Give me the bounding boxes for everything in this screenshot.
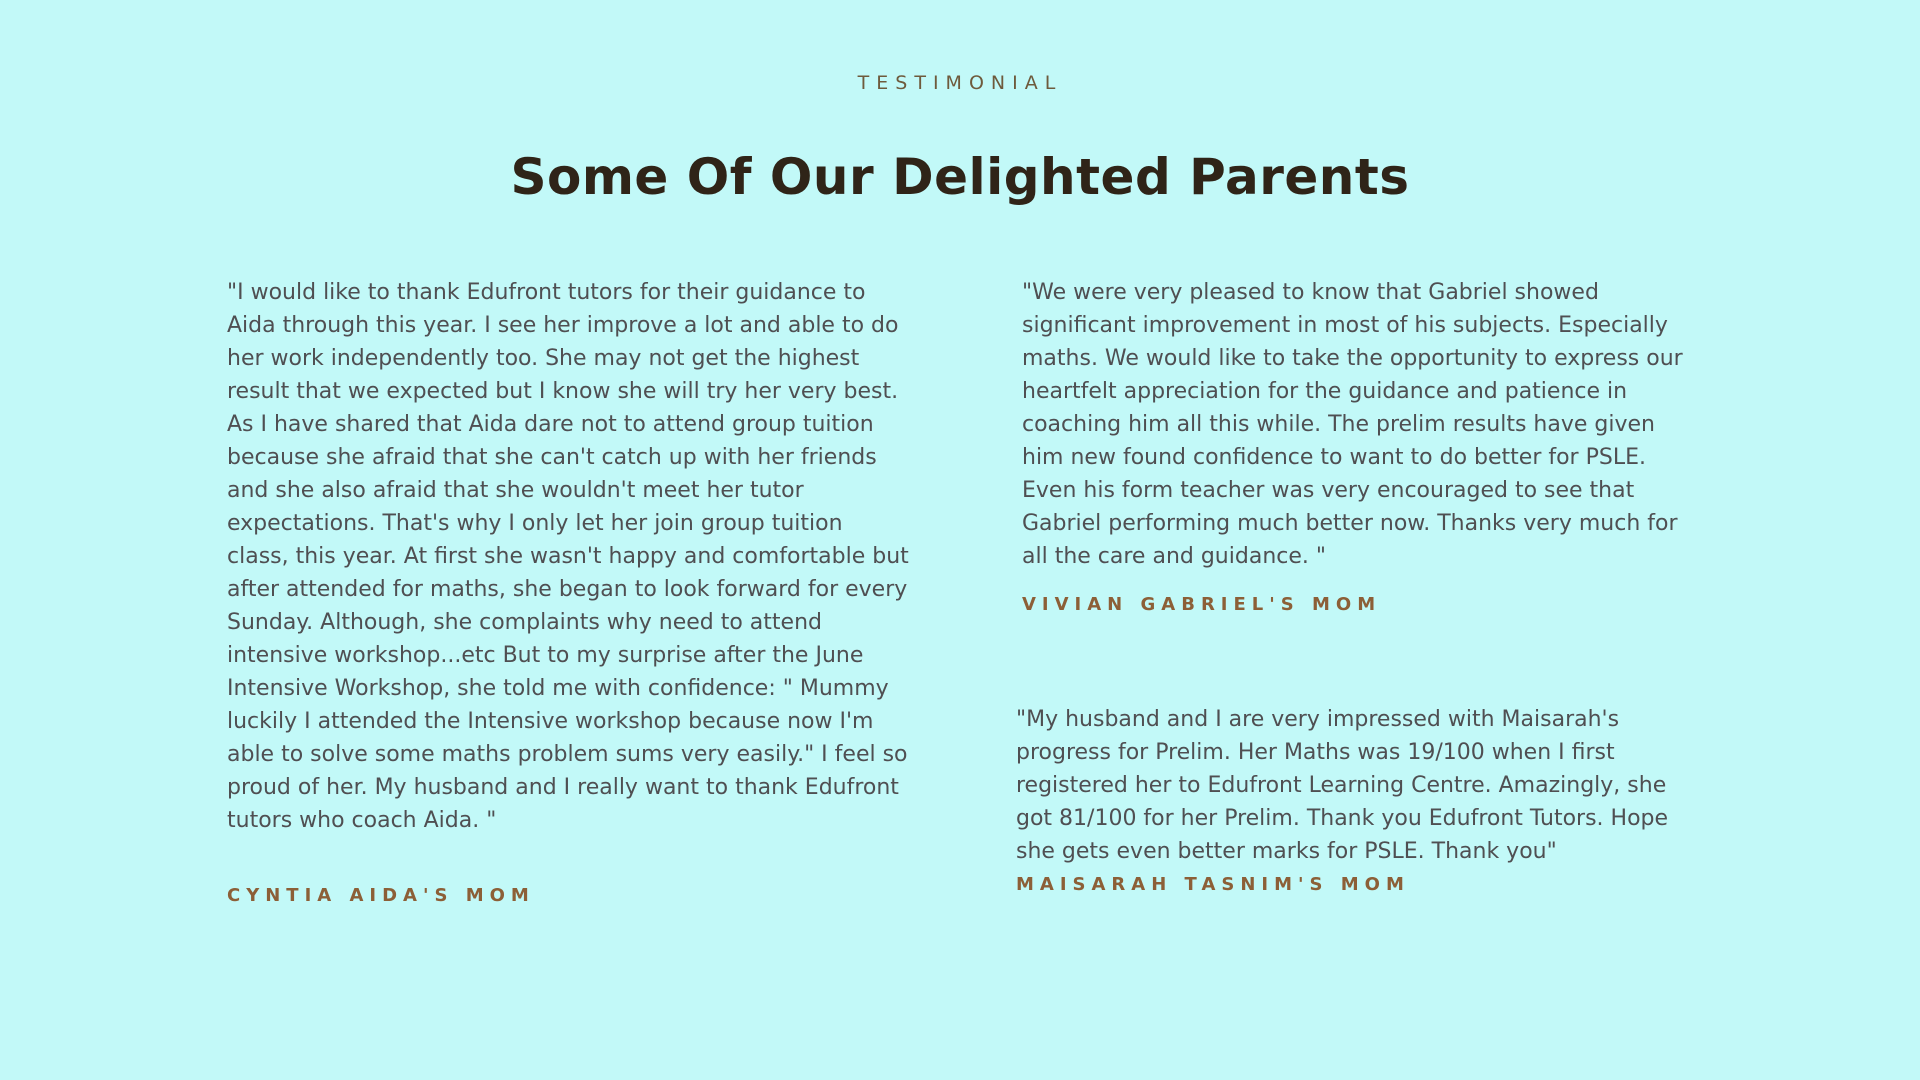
testimonial-quote-gabriel: "We were very pleased to know that Gabriel showed significant improvement in most of his subjects. Especially maths. We would like to take the opportunity to express our heartfelt appreciation for the guidance and patience in coaching him all this while. The prelim results have given him new found confidence to want to do better for PSLE. Even his form teacher was very encouraged to see that Gabriel performing much better now. Thanks very much for all the care and guidance. ": [1022, 280, 1683, 569]
testimonial-author-maisarah: MAISARAH TASNIM'S MOM: [1016, 874, 1410, 895]
testimonial-quote-aida: "I would like to thank Edufront tutors for their guidance to Aida through this year. I see her improve a lot and able to do her work independently too. She may not get the highest result that we expected but I know she will try her very best. As I have shared that Aida dare not to attend group tuition because she afraid that she can't catch up with her friends and she also afraid that she wouldn't meet her tutor expectations. That's why I only let her join group tuition class, this year. At first she wasn't happy and comfortable but after attended for maths, she began to look forward for every Sunday. Although, she complaints why need to attend intensive workshop...etc But to my surprise after the June Intensive Workshop, she told me with confidence: " Mummy luckily I attended the Intensive workshop because now I'm able to solve some maths problem sums very easily." I feel so proud of her. My husband and I really want to thank Edufront tutors who coach Aida. ": [227, 280, 909, 833]
testimonial-quote-maisarah: "My husband and I are very impressed with Maisarah's progress for Prelim. Her Maths was 19/100 when I first registered her to Edufront Learning Centre. Amazingly, she got 81/100 for her Prelim. Thank you Edufront Tutors. Hope she gets even better marks for PSLE. Thank you": [1016, 707, 1669, 864]
section-heading: Some Of Our Delighted Parents: [510, 148, 1410, 206]
testimonial-author-aida: CYNTIA AIDA'S MOM: [227, 885, 535, 906]
testimonial-author-gabriel: VIVIAN GABRIEL'S MOM: [1022, 594, 1382, 615]
section-eyebrow: TESTIMONIAL: [857, 72, 1063, 94]
